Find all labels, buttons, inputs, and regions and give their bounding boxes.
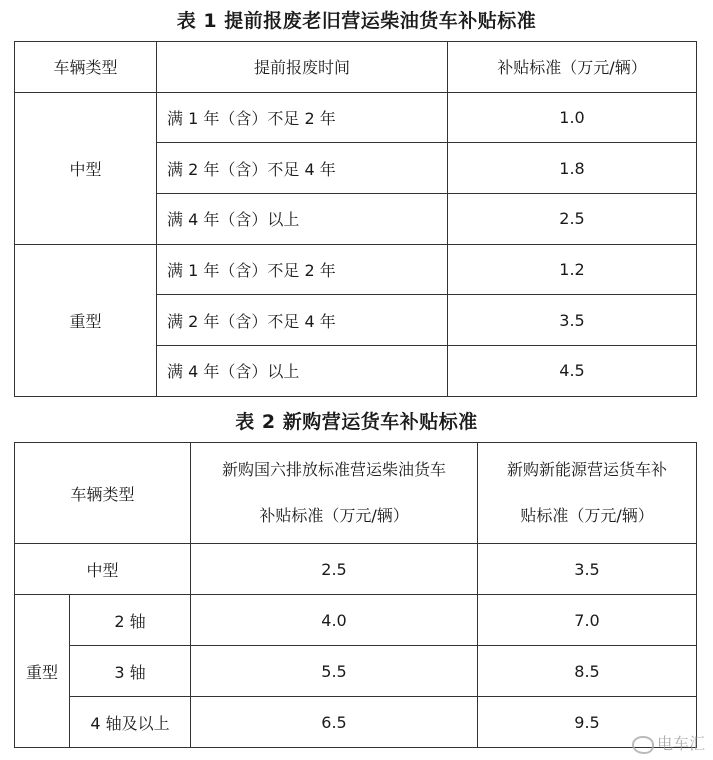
period-cell: 满 2 年（含）不足 4 年 — [157, 143, 448, 194]
table-row — [15, 646, 697, 697]
diesel-value-cell: 4.0 — [191, 595, 478, 646]
value-cell: 1.0 — [448, 92, 697, 143]
vehicle-type-cell: 重型 — [15, 244, 157, 396]
table-row — [15, 595, 697, 646]
axle-cell: 4 轴及以上 — [70, 697, 191, 748]
weibo-icon — [632, 736, 654, 754]
table-row — [15, 244, 697, 295]
period-cell: 满 4 年（含）以上 — [157, 346, 448, 397]
period-cell: 满 1 年（含）不足 2 年 — [157, 244, 448, 295]
header-diesel-line2: 补贴标准（万元/辆） — [259, 506, 409, 525]
table-header-row — [15, 42, 697, 93]
diesel-value-cell: 6.5 — [191, 697, 478, 748]
table-row — [15, 544, 697, 595]
ev-value-cell: 8.5 — [478, 646, 697, 697]
ev-value-cell: 7.0 — [478, 595, 697, 646]
header-ev-subsidy — [478, 443, 697, 544]
value-cell: 2.5 — [448, 194, 697, 245]
vehicle-type-cell: 重型 — [15, 595, 70, 748]
period-cell: 满 2 年（含）不足 4 年 — [157, 295, 448, 346]
header-vehicle-type: 车辆类型 — [15, 42, 157, 93]
axle-cell: 2 轴 — [70, 595, 191, 646]
header-subsidy: 补贴标准（万元/辆） — [448, 42, 697, 93]
header-diesel-subsidy — [191, 443, 478, 544]
table1-title: 表 1 提前报废老旧营运柴油货车补贴标准 — [176, 10, 537, 32]
table-row — [15, 92, 697, 143]
header-vehicle-type: 车辆类型 — [15, 443, 191, 544]
header-ev-line2: 贴标准（万元/辆） — [520, 506, 654, 525]
vehicle-type-cell: 中型 — [15, 92, 157, 244]
watermark — [632, 731, 705, 754]
vehicle-type-cell: 中型 — [15, 544, 191, 595]
header-ev-line1: 新购新能源营运货车补 — [507, 460, 668, 479]
ev-value-cell: 9.5 — [478, 697, 697, 748]
table-header-row — [15, 443, 697, 544]
axle-cell: 3 轴 — [70, 646, 191, 697]
table2-title: 表 2 新购营运货车补贴标准 — [235, 411, 478, 433]
table-row — [15, 697, 697, 748]
period-cell: 满 1 年（含）不足 2 年 — [157, 92, 448, 143]
table2-subsidy-new — [14, 442, 697, 748]
period-cell: 满 4 年（含）以上 — [157, 194, 448, 245]
table1-subsidy-scrap — [14, 41, 697, 397]
value-cell: 1.8 — [448, 143, 697, 194]
watermark-text: 电车汇 — [656, 734, 705, 753]
ev-value-cell: 3.5 — [478, 544, 697, 595]
value-cell: 4.5 — [448, 346, 697, 397]
value-cell: 1.2 — [448, 244, 697, 295]
header-scrap-time: 提前报废时间 — [157, 42, 448, 93]
value-cell: 3.5 — [448, 295, 697, 346]
diesel-value-cell: 5.5 — [191, 646, 478, 697]
diesel-value-cell: 2.5 — [191, 544, 478, 595]
header-diesel-line1: 新购国六排放标准营运柴油货车 — [222, 460, 447, 479]
